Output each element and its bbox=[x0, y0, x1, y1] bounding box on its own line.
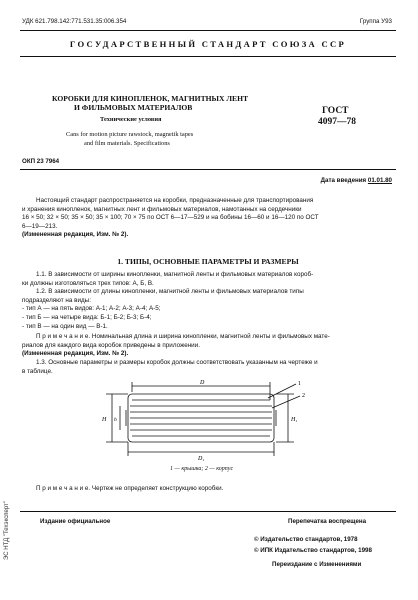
can-drawing bbox=[100, 380, 320, 462]
amendment-note: (Измененная редакция, Изм. № 2). bbox=[22, 231, 129, 239]
list-item: - тип Б — на четыре вида: Б-1; Б-2; Б-3; Б-4; bbox=[22, 313, 152, 321]
gost-label: ГОСТ bbox=[322, 106, 349, 116]
reissue-note: Переиздание с Изменениями bbox=[272, 561, 362, 568]
intro-line: и хранения кинопленок, магнитных лент и фильмовых материалов, намотанных на сердечники bbox=[22, 205, 302, 213]
clause-line: ки должны изготовляться трех типов: А, Б, В. bbox=[22, 279, 154, 287]
standard-title: ГОСУДАРСТВЕННЫЙ СТАНДАРТ СОЮЗА ССР bbox=[69, 39, 347, 49]
intro-line: 16 × 50; 32 × 50; 35 × 50; 35 × 100; 70 × 75 по ОСТ 6—17—529 и на бобины 16—60 и 16—120 по ОСТ bbox=[22, 214, 319, 222]
intro-line: 6—19—213. bbox=[22, 222, 58, 230]
title-en-line2: and film materials. Specifications bbox=[84, 140, 170, 147]
clause-line: в таблице. bbox=[22, 367, 53, 375]
drawing-caption: 1 — крышка; 2 — корпус bbox=[170, 466, 234, 472]
callout-2: 2 bbox=[302, 393, 305, 399]
title-block-rule bbox=[20, 169, 396, 170]
title-ru-subtitle: Технические условия bbox=[100, 116, 162, 123]
reprint-prohibited: Перепечатка воспрещена bbox=[288, 518, 367, 525]
intro-date-value: 01.01.80 bbox=[367, 177, 392, 184]
title-en-line1: Cans for motion picture rawstock, magnetik tapes bbox=[66, 131, 194, 138]
dim-H: H bbox=[102, 417, 107, 423]
header-rule-bottom bbox=[20, 56, 396, 57]
group-code: Группа У93 bbox=[359, 18, 392, 25]
dim-h: h bbox=[114, 417, 117, 423]
clause-line: 1.1. В зависимости от ширины кинопленки, магнитной ленты и фильмовых материалов короб- bbox=[36, 271, 314, 278]
okp-code: ОКП 23 7964 bbox=[22, 158, 60, 165]
list-item: - тип А — на пять видов: А-1; А-2; А-3; А-4; А-5; bbox=[22, 305, 161, 313]
side-stamp: ЭС НТД "Техэксперт" bbox=[4, 501, 10, 560]
copyright-1998: © ИПК Издательство стандартов, 1998 bbox=[254, 547, 372, 554]
intro-line: Настоящий стандарт распространяется на коробки, предназначенные для транспортирования bbox=[36, 197, 314, 204]
udc-code: УДК 621.798.142:771.531.35:006.354 bbox=[22, 18, 127, 25]
intro-date bbox=[321, 177, 392, 184]
note-line: риалов для каждого вида коробок приведены в приложении. bbox=[22, 341, 200, 349]
clause-line: 1.2. В зависимости от длины кинопленки, магнитной ленты и фильмовых материалов типы bbox=[36, 288, 304, 296]
header-rule-top bbox=[20, 30, 396, 31]
footer-rule bbox=[20, 511, 396, 512]
copyright-1978: © Издательство стандартов, 1978 bbox=[254, 536, 358, 543]
intro-paragraph bbox=[22, 197, 398, 240]
title-ru-line1: КОРОБКИ ДЛЯ КИНОПЛЕНОК, МАГНИТНЫХ ЛЕНТ bbox=[52, 94, 249, 103]
dim-D: D bbox=[200, 380, 205, 386]
clause-line: 1.3. Основные параметры и размеры коробок должны соответствовать указанным на чертеже и bbox=[36, 358, 318, 366]
clause-line: подразделяют на виды: bbox=[22, 296, 91, 304]
title-ru-line2: И ФИЛЬМОВЫХ МАТЕРИАЛОВ bbox=[74, 103, 193, 112]
section1-body bbox=[22, 271, 398, 376]
dim-D1: D₁ bbox=[198, 456, 205, 462]
dim-H1: H₁ bbox=[291, 417, 298, 423]
gost-number: 4097—78 bbox=[318, 117, 356, 127]
section-heading: 1. ТИПЫ, ОСНОВНЫЕ ПАРАМЕТРЫ И РАЗМЕРЫ bbox=[117, 257, 299, 266]
list-item: - тип В — на один вид — В-1. bbox=[22, 322, 108, 330]
note-line: П р и м е ч а н и е. Номинальная длина и ширина кинопленки, магнитной ленты и фильмовых мате- bbox=[36, 333, 330, 341]
official-edition: Издание официальное bbox=[40, 518, 111, 525]
drawing-note: П р и м е ч а н и е. Чертеж не определяет конструкцию коробки. bbox=[36, 485, 224, 492]
callout-1: 1 bbox=[298, 381, 301, 387]
intro-date-label: Дата введения bbox=[320, 177, 367, 184]
amendment-note: (Измененная редакция, Изм. № 2). bbox=[22, 350, 129, 358]
